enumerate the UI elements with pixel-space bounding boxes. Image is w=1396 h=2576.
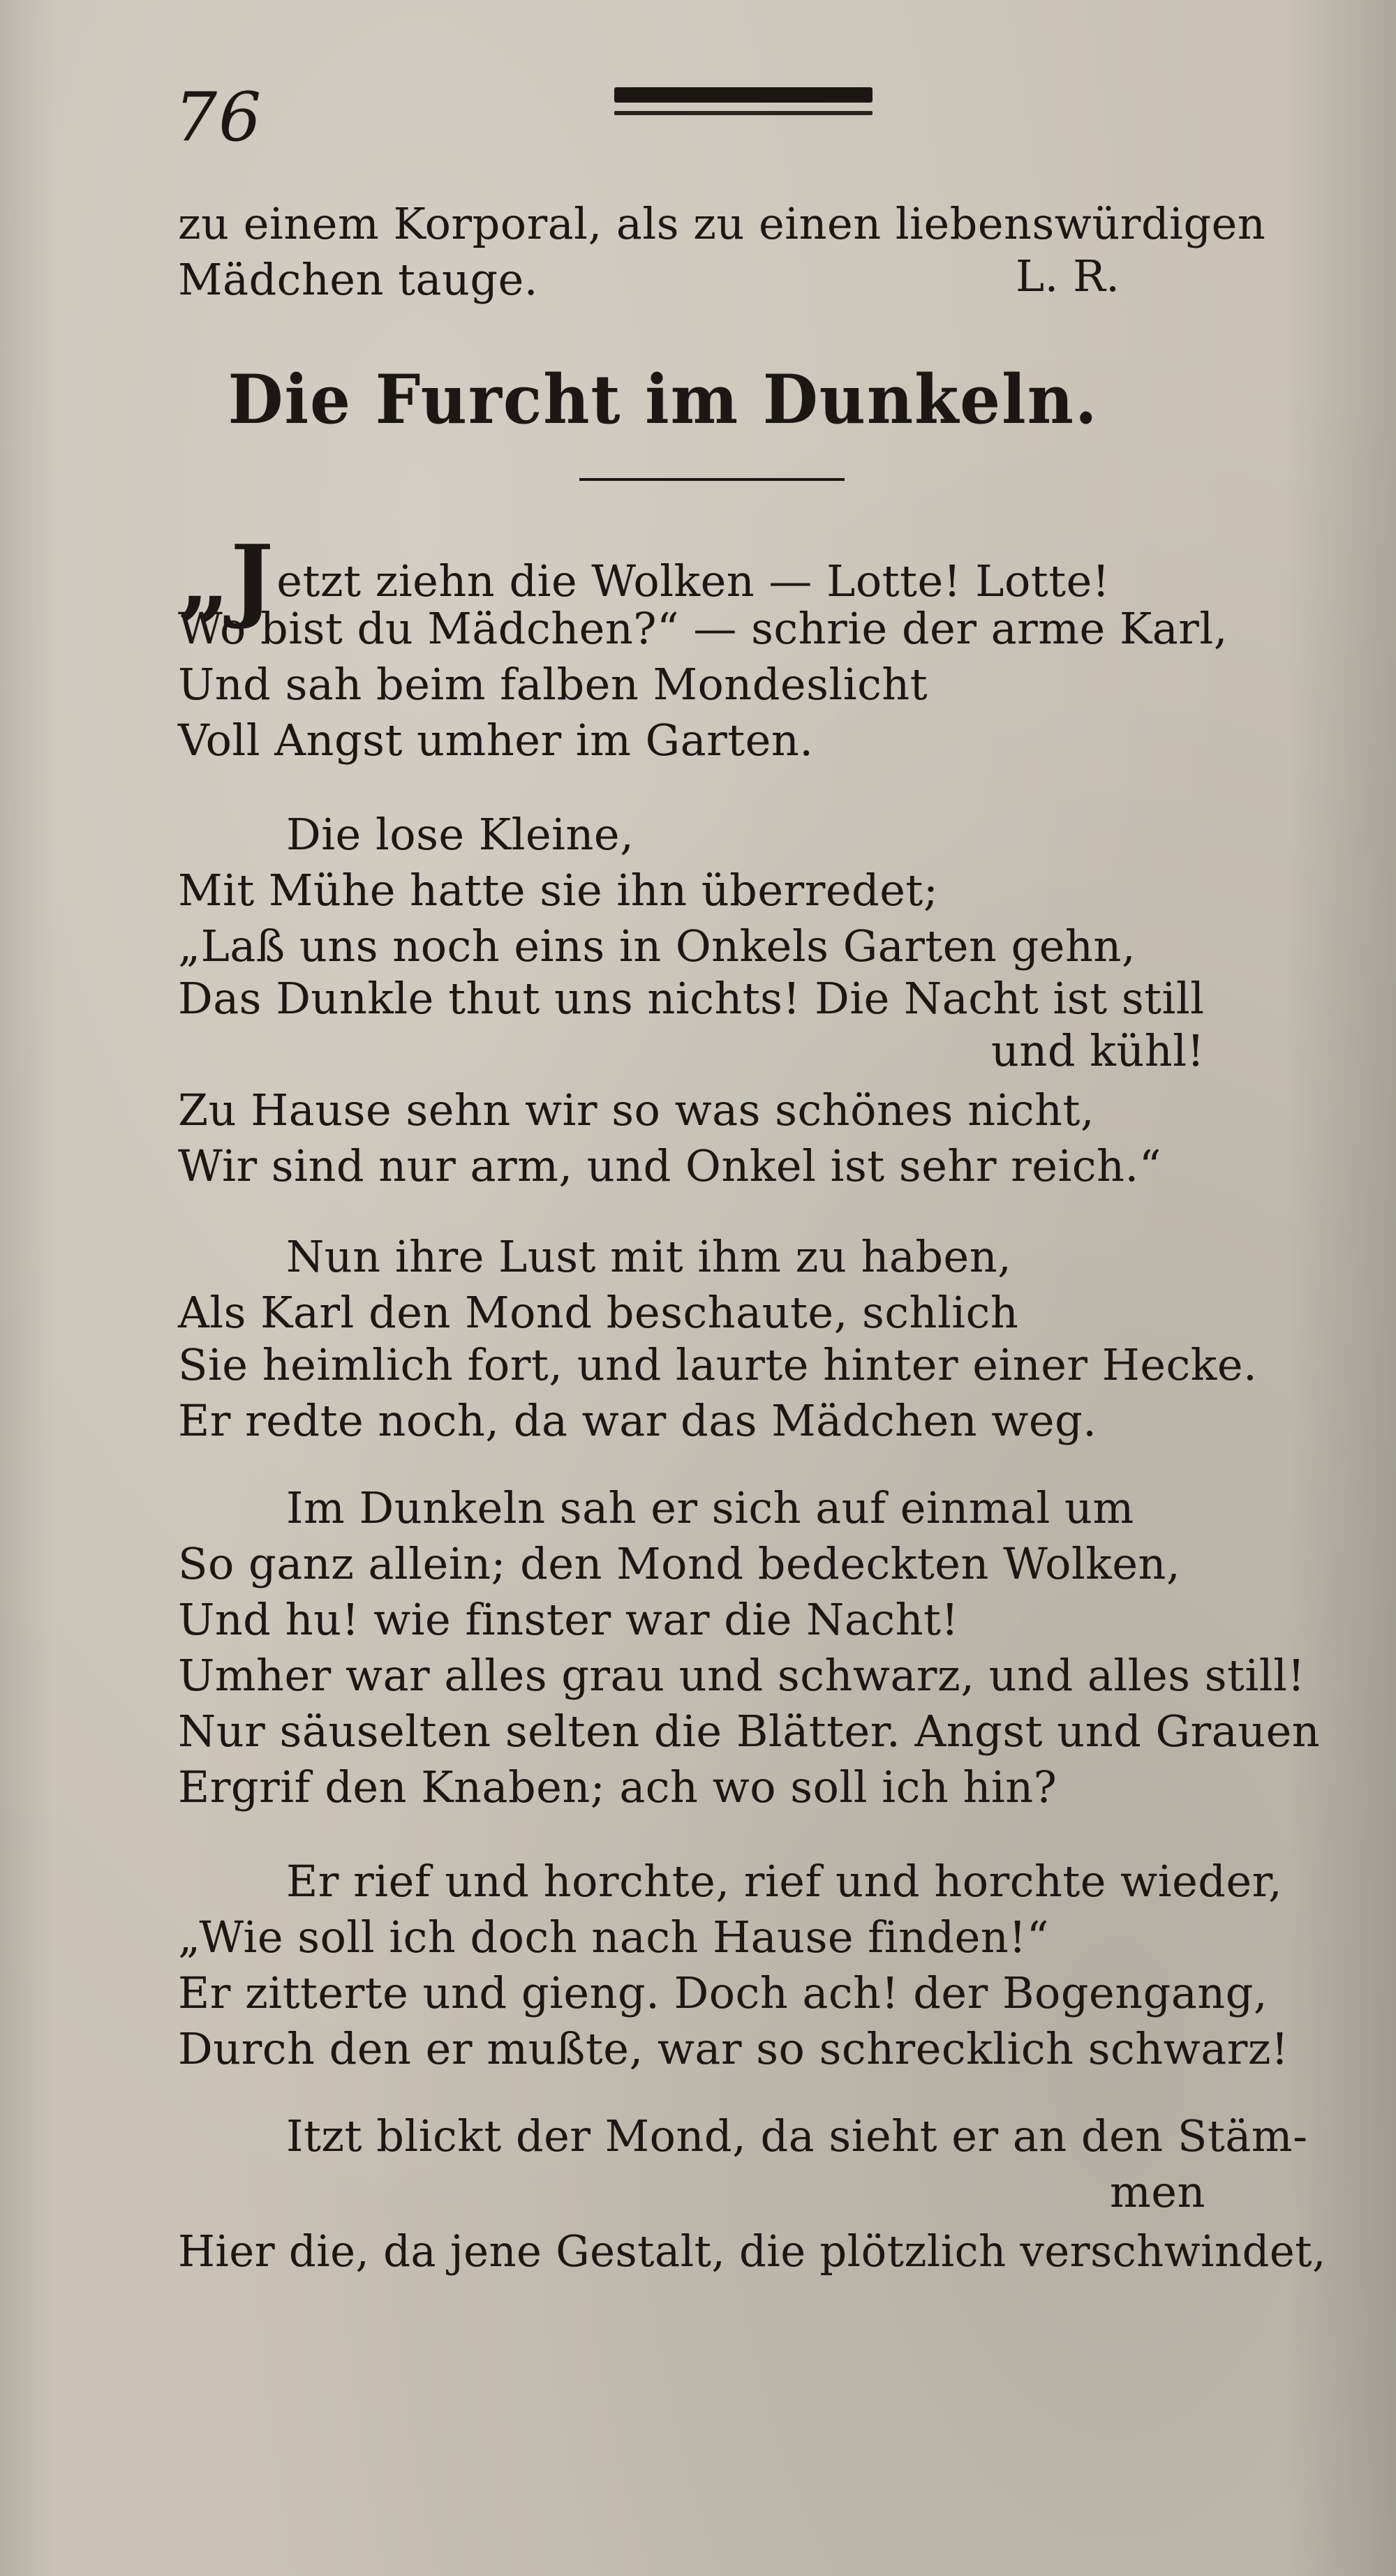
stanza-1-line-3: Und sah beim falben Mondeslicht [178,659,928,710]
page-number: 76 [174,78,263,156]
stanza-3-line-3: Sie heimlich fort, und laurte hinter einer Hecke. [178,1339,1258,1390]
stanza-4-line-1: Im Dunkeln sah er sich auf einmal um [286,1482,1134,1533]
stanza-1-line-2: Wo bist du Mädchen?“ — schrie der arme Karl, [178,603,1228,654]
stanza-5-line-3: Er zitterte und gieng. Doch ach! der Bogengang, [178,1967,1268,2018]
continuation-line-1: zu einem Korporal, als zu einen liebenswürdigen [178,198,1266,249]
stanza-4-line-6: Ergrif den Knaben; ach wo soll ich hin? [178,1762,1057,1812]
continuation-line-2: Mädchen tauge. [178,254,539,305]
stanza-6-line-1-continued: men [1110,2166,1205,2217]
stanza-4-line-4: Umher war alles grau und schwarz, und alles still! [178,1650,1305,1701]
stanza-2-line-4-continued: und kühl! [991,1025,1205,1076]
stanza-6-line-1: Itzt blickt der Mond, da sieht er an den Stäm- [286,2110,1308,2161]
header-rule [614,87,872,103]
stanza-5-line-2: „Wie soll ich doch nach Hause finden!“ [178,1912,1049,1963]
stanza-3-line-4: Er redte noch, da war das Mädchen weg. [178,1395,1097,1446]
stanza-2-line-1: Die lose Kleine, [286,809,634,860]
stanza-1-line-1-text: etzt ziehn die Wolken — Lotte! Lotte! [276,556,1111,606]
stanza-2-line-6: Wir sind nur arm, und Onkel ist sehr reich.“ [178,1140,1161,1191]
stanza-2-line-3: „Laß uns noch eins in Onkels Garten gehn, [178,921,1136,971]
drop-cap: „J [178,525,274,632]
stanza-3-line-1: Nun ihre Lust mit ihm zu haben, [286,1231,1012,1282]
poem-title: Die Furcht im Dunkeln. [228,360,1099,439]
stanza-2-line-5: Zu Hause sehn wir so was schönes nicht, [178,1085,1095,1136]
author-initials: L. R. [1016,251,1120,301]
stanza-3-line-2: Als Karl den Mond beschaute, schlich [178,1287,1019,1338]
stanza-4-line-2: So ganz allein; den Mond bedeckten Wolken, [178,1538,1181,1589]
stanza-6-line-2: Hier die, da jene Gestalt, die plötzlich verschwindet, [178,2226,1326,2277]
stanza-2-line-2: Mit Mühe hatte sie ihn überredet; [178,865,939,916]
stanza-5-line-1: Er rief und horchte, rief und horchte wieder, [286,1856,1283,1907]
title-rule [579,478,845,481]
stanza-1-line-4: Voll Angst umher im Garten. [178,715,814,766]
stanza-5-line-4: Durch den er mußte, war so schrecklich schwarz! [178,2023,1289,2074]
stanza-2-line-4: Das Dunkle thut uns nichts! Die Nacht ist still [178,973,1205,1024]
stanza-4-line-5: Nur säuselten selten die Blätter. Angst und Grauen [178,1706,1321,1757]
stanza-4-line-3: Und hu! wie finster war die Nacht! [178,1594,959,1645]
